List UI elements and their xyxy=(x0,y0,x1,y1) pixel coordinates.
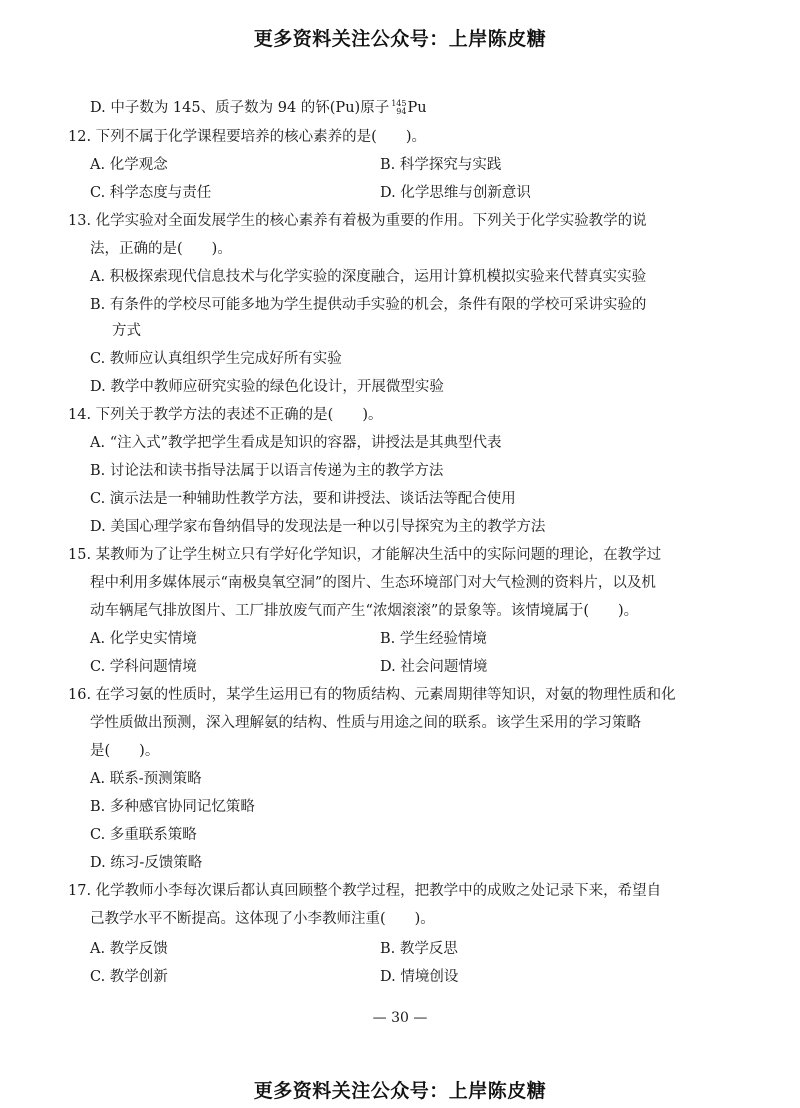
q12-option-d: D. 化学思维与创新意识 xyxy=(380,185,531,201)
q16-stem-line1: 16. 在学习氨的性质时，某学生运用已有的物质结构、元素周期律等知识，对氨的物理性质和化 xyxy=(68,687,676,703)
q13-option-d: D. 教学中教师应研究实验的绿色化设计，开展微型实验 xyxy=(90,379,444,395)
page-number: — 30 — xyxy=(372,1010,428,1026)
q12-option-c: C. 科学态度与责任 xyxy=(90,185,212,201)
q13-option-b-cont: 方式 xyxy=(112,323,141,339)
q13-option-b: B. 有条件的学校尽可能多地为学生提供动手实验的机会，条件有限的学校可采讲实验的 xyxy=(90,297,647,313)
q13-stem-line2: 法，正确的是( )。 xyxy=(90,241,232,257)
q12-option-b: B. 科学探究与实践 xyxy=(380,157,502,173)
q17-stem-line2: 己教学水平不断提高。这体现了小李教师注重( )。 xyxy=(90,911,435,927)
q15-stem-line1: 15. 某教师为了让学生树立只有学好化学知识，才能解决生活中的实际问题的理论，在教学过 xyxy=(68,547,662,563)
q15-stem-line2: 程中利用多媒体展示“南极臭氧空洞”的图片、生态环境部门对大气检测的资料片，以及机 xyxy=(90,575,656,591)
q17-option-b: B. 教学反思 xyxy=(380,941,458,957)
q13-option-a: A. 积极探索现代信息技术与化学实验的深度融合，运用计算机模拟实验来代替真实实验 xyxy=(90,269,647,285)
q15-option-d: D. 社会问题情境 xyxy=(380,659,488,675)
q14-option-a: A. “注入式”教学把学生看成是知识的容器，讲授法是其典型代表 xyxy=(90,435,502,451)
q15-stem-line3: 动车辆尾气排放图片、工厂排放废气而产生“浓烟滚滚”的景象等。该情境属于( )。 xyxy=(90,603,639,619)
q17-option-c: C. 教学创新 xyxy=(90,969,168,985)
q16-option-c: C. 多重联系策略 xyxy=(90,827,197,843)
q14-stem: 14. 下列关于教学方法的表述不正确的是( )。 xyxy=(68,407,383,423)
element-symbol: Pu xyxy=(407,100,427,116)
q14-option-d: D. 美国心理学家布鲁纳倡导的发现法是一种以引导探究为主的教学方法 xyxy=(90,519,546,535)
q12-stem: 12. 下列不属于化学课程要培养的核心素养的是( )。 xyxy=(68,129,426,145)
q11-option-d-text: D. 中子数为 145、质子数为 94 的钚(Pu)原子 xyxy=(90,100,390,116)
q16-stem-line2: 学性质做出预测，深入理解氨的结构、性质与用途之间的联系。该学生采用的学习策略 xyxy=(90,715,641,731)
q16-stem-line3: 是( )。 xyxy=(90,743,160,759)
q14-option-c: C. 演示法是一种辅助性教学方法，要和讲授法、谈话法等配合使用 xyxy=(90,491,516,507)
q15-option-a: A. 化学史实情境 xyxy=(90,631,197,647)
q15-option-c: C. 学科问题情境 xyxy=(90,659,197,675)
q15-option-b: B. 学生经验情境 xyxy=(380,631,487,647)
header-banner: 更多资料关注公众号：上岸陈皮糖 xyxy=(253,28,547,50)
q14-option-b: B. 讨论法和读书指导法属于以语言传递为主的教学方法 xyxy=(90,463,444,479)
q16-option-d: D. 练习-反馈策略 xyxy=(90,855,203,871)
q17-option-a: A. 教学反馈 xyxy=(90,941,168,957)
atomic-number: 94 xyxy=(396,107,407,116)
q11-option-d xyxy=(90,99,427,117)
nuclide-notation xyxy=(391,100,406,116)
q17-stem-line1: 17. 化学教师小李每次课后都认真回顾整个教学过程，把教学中的成败之处记录下来，希望自 xyxy=(68,883,662,899)
q16-option-b: B. 多种感官协同记忆策略 xyxy=(90,799,255,815)
mass-number: 145 xyxy=(391,99,407,108)
q17-option-d: D. 情境创设 xyxy=(380,969,459,985)
q13-option-c: C. 教师应认真组织学生完成好所有实验 xyxy=(90,351,342,367)
q12-option-a: A. 化学观念 xyxy=(90,157,168,173)
footer-banner: 更多资料关注公众号：上岸陈皮糖 xyxy=(253,1080,547,1102)
q13-stem-line1: 13. 化学实验对全面发展学生的核心素养有着极为重要的作用。下列关于化学实验教学的说 xyxy=(68,213,647,229)
q16-option-a: A. 联系-预测策略 xyxy=(90,771,202,787)
